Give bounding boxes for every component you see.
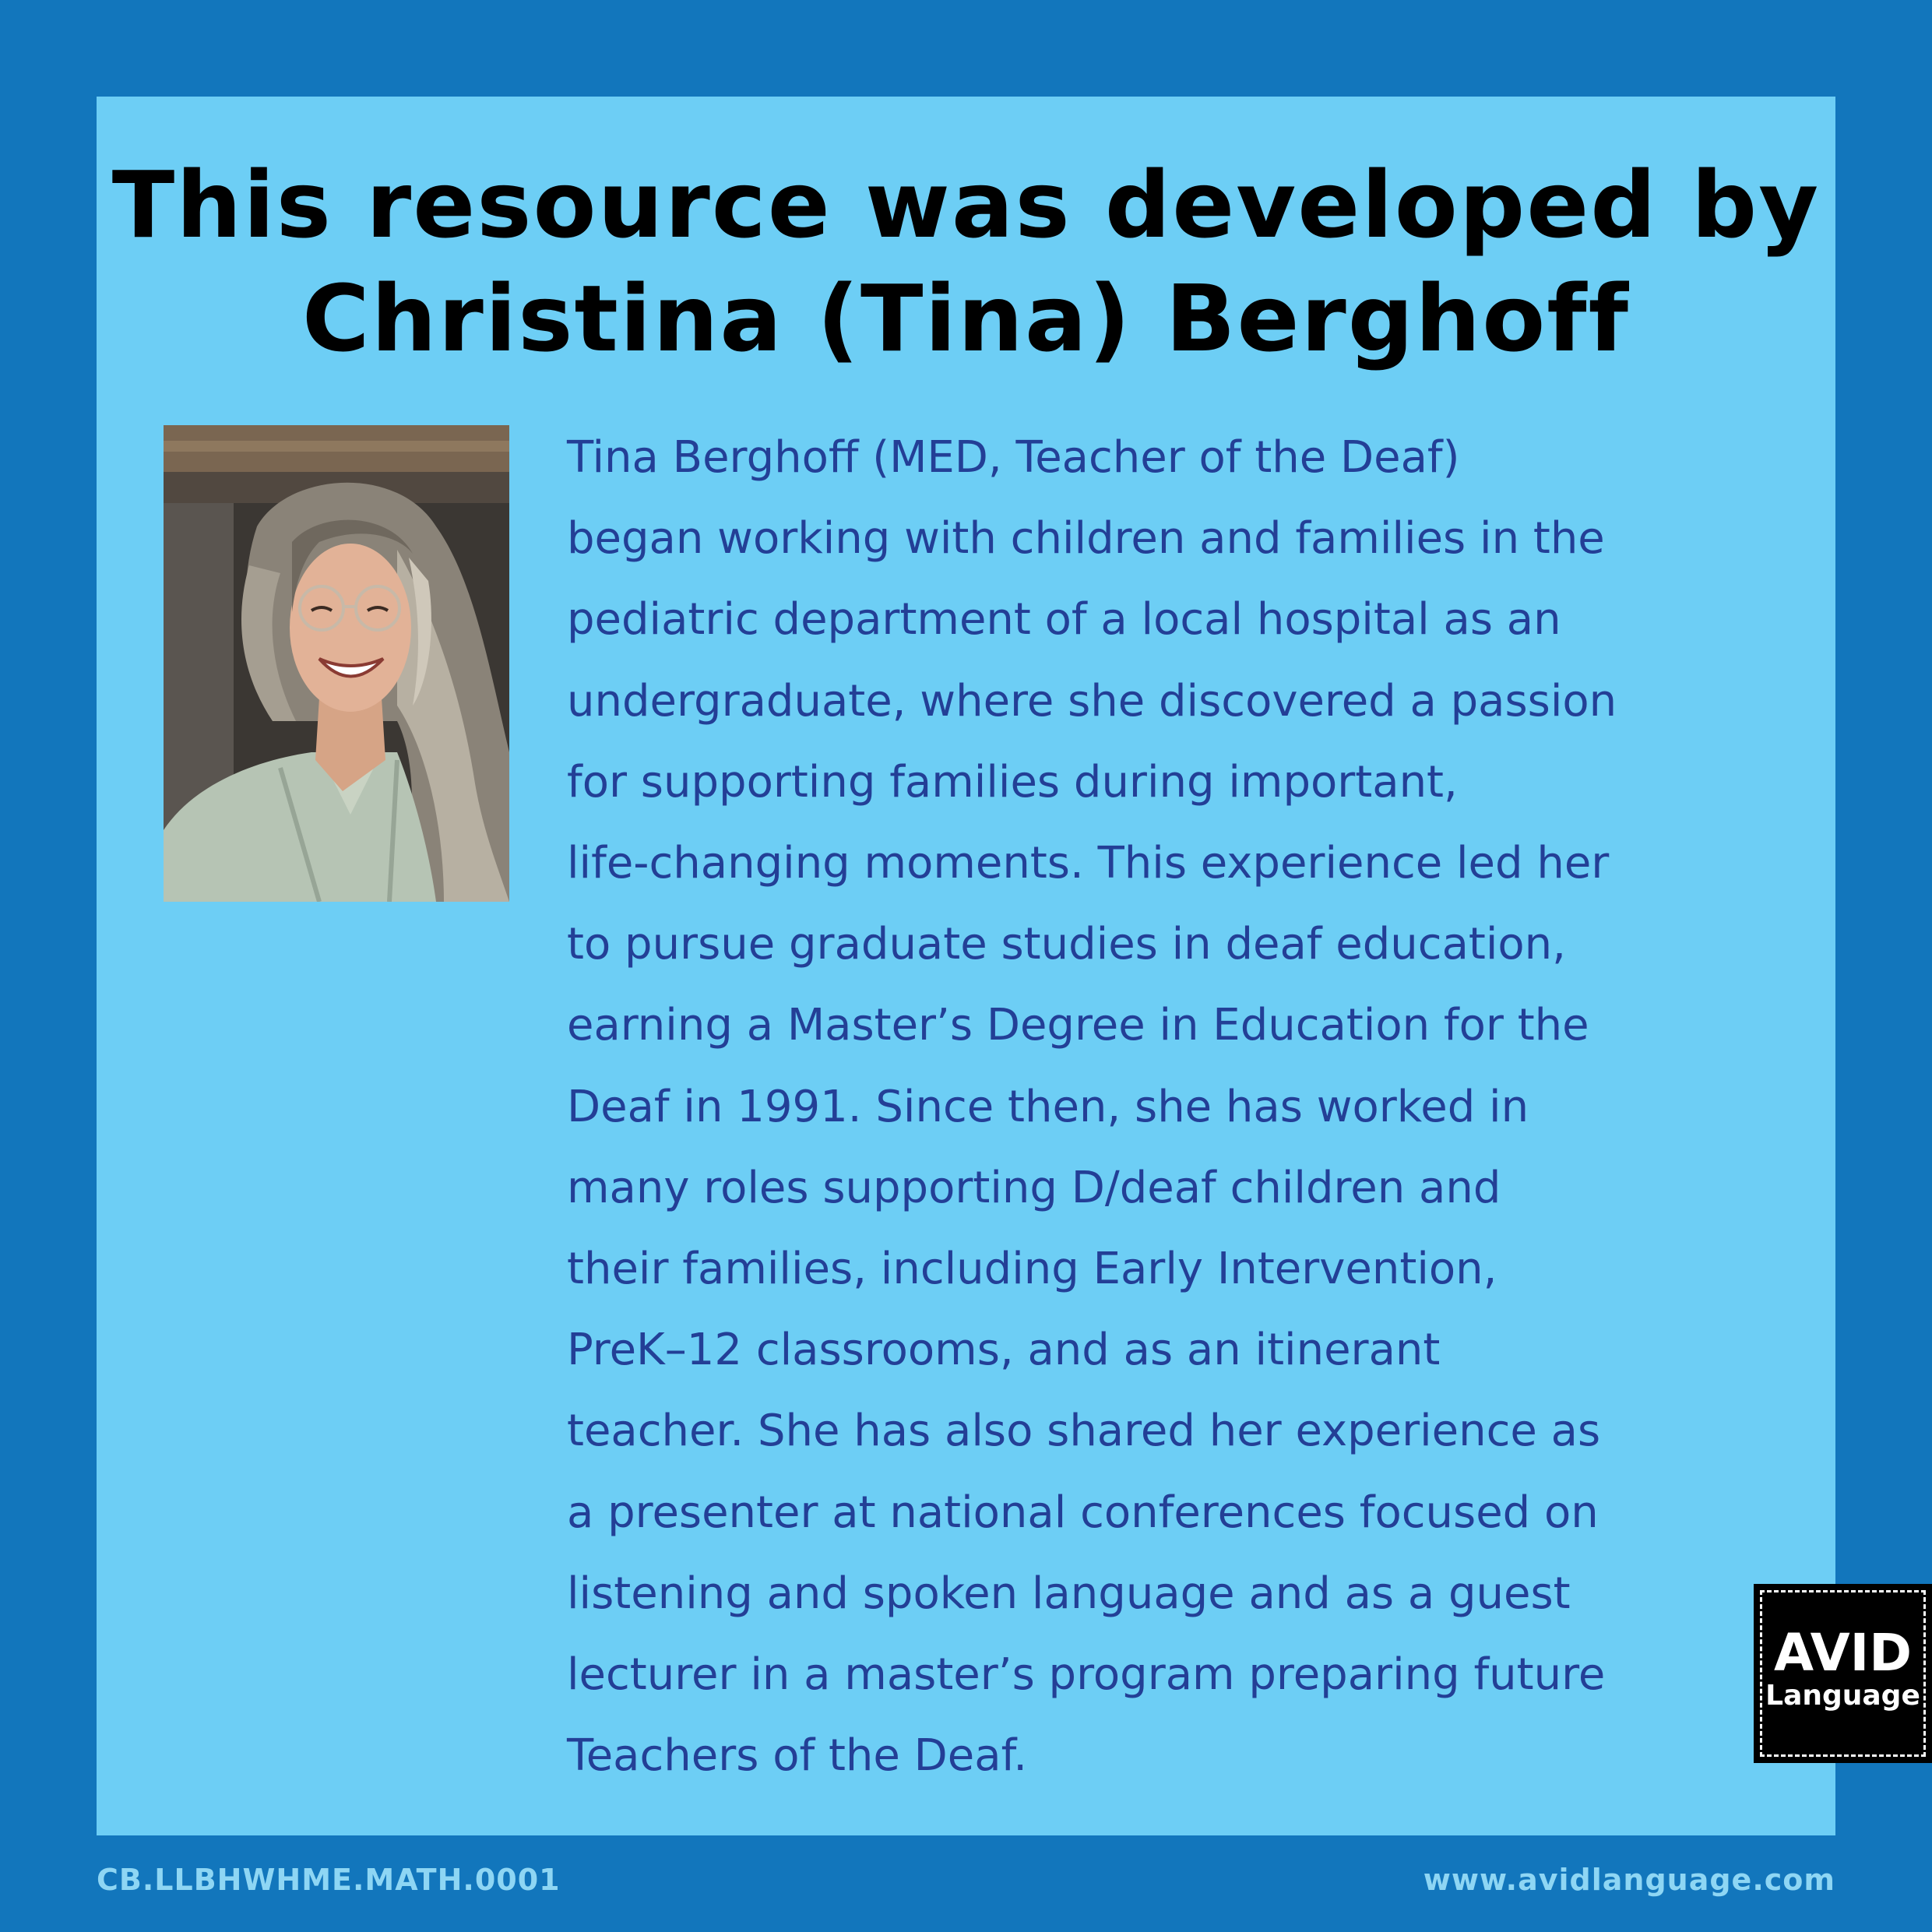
bio-line: lecturer in a master’s program preparing future [567,1649,1606,1701]
bio-line: their families, including Early Intervention, [567,1244,1497,1295]
bio-line: began working with children and families in the [567,513,1605,565]
bio-line: PreK–12 classrooms, and as an itinerant [567,1325,1441,1376]
bio-line: Deaf in 1991. Since then, she has worked in [567,1081,1529,1132]
title-line-2: Christina (Tina) Berghoff [302,265,1630,372]
author-bio [567,417,1751,1797]
page-title [0,148,1932,375]
title-line-1: This resource was developed by [111,151,1821,259]
bio-line: teacher. She has also shared her experience as [567,1406,1601,1457]
bio-line: for supporting families during important, [567,756,1458,808]
website-url: www.avidlanguage.com [1423,1863,1835,1897]
bio-line: earning a Master’s Degree in Education for the [567,1000,1589,1051]
bio-line: undergraduate, where she discovered a passion [567,675,1617,727]
bio-line: many roles supporting D/deaf children and [567,1162,1501,1213]
bio-line: listening and spoken language and as a guest [567,1568,1571,1619]
avid-language-logo [1754,1584,1932,1763]
author-photo [164,425,509,902]
logo-text-avid: AVID [1773,1623,1913,1683]
bio-line: pediatric department of a local hospital as an [567,594,1561,646]
logo-text-language: Language [1765,1680,1920,1712]
bio-line: life-changing moments. This experience led her [567,838,1610,889]
bio-line: to pursue graduate studies in deaf education, [567,919,1566,970]
bio-line: Teachers of the Deaf. [567,1730,1028,1782]
bio-line: Tina Berghoff (MED, Teacher of the Deaf) [567,432,1460,483]
resource-code: CB.LLBHWHME.MATH.0001 [97,1863,561,1897]
bio-line: a presenter at national conferences focused on [567,1487,1599,1538]
